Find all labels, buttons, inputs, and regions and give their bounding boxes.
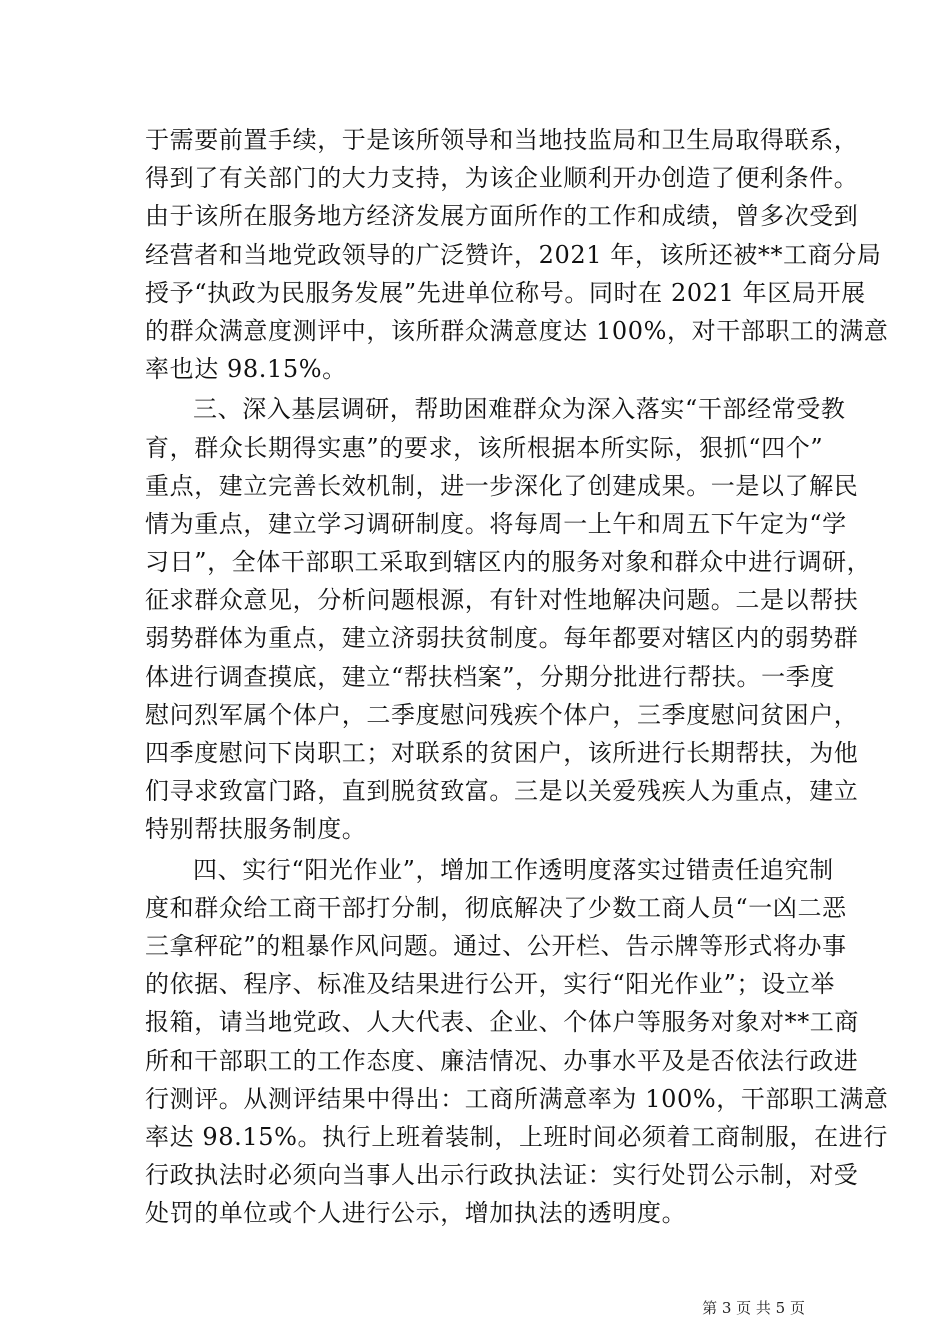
text-line: 们寻求致富门路，直到脱贫致富。三是以关爱残疾人为重点，建立 bbox=[145, 777, 859, 806]
text-line: 慰问烈军属个体户，二季度慰问残疾个体户，三季度慰问贫困户， bbox=[145, 700, 859, 729]
text-line: 率达 98.15%。执行上班着装制，上班时间必须着工商制服，在进行 bbox=[145, 1122, 888, 1151]
text-line: 育，群众长期得实惠”的要求，该所根据本所实际，狠抓“四个” bbox=[145, 433, 824, 462]
text-line: 四季度慰问下岗职工；对联系的贫困户，该所进行长期帮扶，为他 bbox=[145, 739, 859, 767]
text-line: 四、实行“阳光作业”，增加工作透明度落实过错责任追究制 bbox=[193, 855, 834, 884]
text-line: 由于该所在服务地方经济发展方面所作的工作和成绩，曾多次受到 bbox=[145, 202, 859, 231]
text-line: 体进行调查摸底，建立“帮扶档案”，分期分批进行帮扶。一季度 bbox=[145, 662, 835, 691]
paragraph-continuation bbox=[145, 121, 889, 388]
text-line: 的依据、程序、标准及结果进行公开，实行“阳光作业”；设立举 bbox=[145, 970, 835, 999]
text-line: 重点，建立完善长效机制，进一步深化了创建成果。一是以了解民 bbox=[145, 471, 859, 500]
text-line: 于需要前置手续，于是该所领导和当地技监局和卫生局取得联系， bbox=[145, 126, 859, 154]
text-line: 的群众满意度测评中，该所群众满意度达 100%，对干部职工的满意 bbox=[145, 316, 889, 345]
text-line: 所和干部职工的工作态度、廉洁情况、办事水平及是否依法行政进 bbox=[145, 1046, 859, 1075]
text-line: 授予“执政为民服务发展”先进单位称号。同时在 2021 年区局开展 bbox=[145, 278, 866, 307]
text-line: 特别帮扶服务制度。 bbox=[145, 815, 367, 844]
page-number: 第 3 页 共 5 页 bbox=[702, 1299, 805, 1317]
text-line: 习日”，全体干部职工采取到辖区内的服务对象和群众中进行调研， bbox=[145, 548, 872, 577]
paragraph-section-three bbox=[145, 390, 872, 848]
text-line: 报箱，请当地党政、人大代表、企业、个体户等服务对象对**工商 bbox=[145, 1008, 859, 1037]
text-line: 情为重点，建立学习调研制度。将每周一上午和周五下午定为“学 bbox=[145, 509, 847, 538]
text-line: 经营者和当地党政领导的广泛赞许，2021 年，该所还被**工商分局 bbox=[145, 240, 882, 269]
text-line: 行政执法时必须向当事人出示行政执法证：实行处罚公示制，对受 bbox=[145, 1161, 859, 1190]
paragraph-section-four bbox=[145, 851, 889, 1233]
text-line: 度和群众给工商干部打分制，彻底解决了少数工商人员“一凶二恶 bbox=[145, 893, 847, 922]
text-line: 三拿秤砣”的粗暴作风问题。通过、公开栏、告示牌等形式将办事 bbox=[145, 931, 847, 960]
text-line: 行测评。从测评结果中得出：工商所满意率为 100%，干部职工满意 bbox=[145, 1084, 889, 1113]
text-line: 三、深入基层调研，帮助困难群众为深入落实“干部经常受教 bbox=[193, 395, 846, 424]
text-line: 率也达 98.15%。 bbox=[145, 355, 347, 384]
text-line: 处罚的单位或个人进行公示，增加执法的透明度。 bbox=[145, 1199, 687, 1228]
text-line: 弱势群体为重点，建立济弱扶贫制度。每年都要对辖区内的弱势群 bbox=[145, 624, 859, 653]
text-line: 征求群众意见，分析问题根源，有针对性地解决问题。二是以帮扶 bbox=[145, 586, 859, 615]
text-line: 得到了有关部门的大力支持，为该企业顺利开办创造了便利条件。 bbox=[145, 164, 859, 193]
document-body bbox=[145, 121, 889, 1234]
